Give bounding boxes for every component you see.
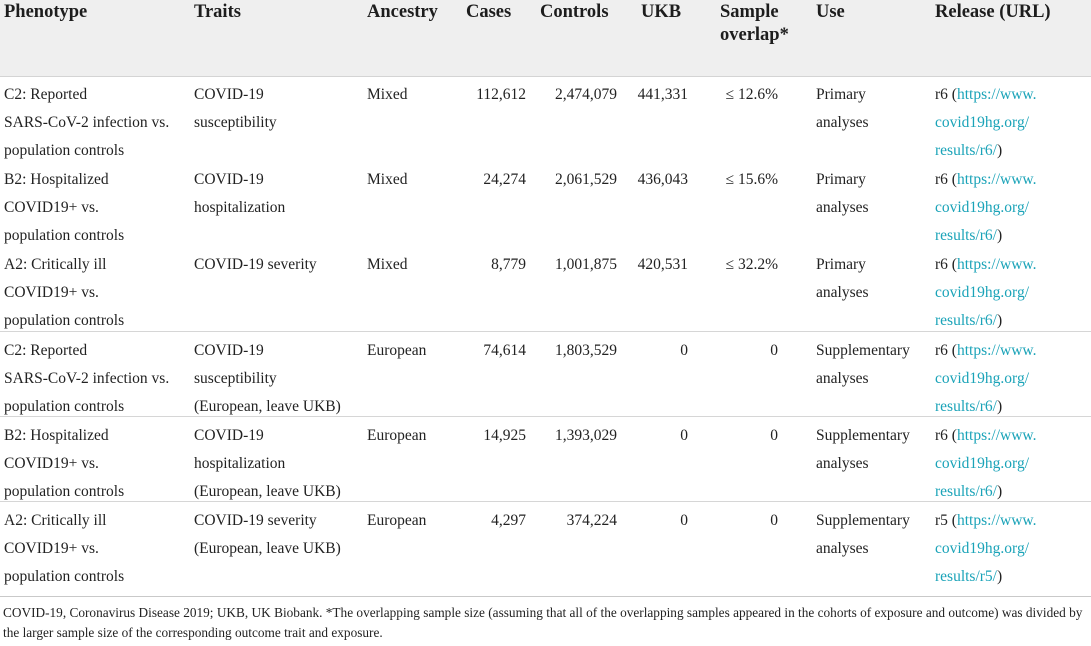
header-cases: Cases <box>466 2 512 22</box>
table-header <box>0 0 1091 77</box>
cell-sample-overlap: ≤ 32.2% <box>725 256 778 273</box>
cell-release <box>935 81 1036 166</box>
release-version: r6 ( <box>935 86 957 103</box>
release-line <box>935 450 1036 478</box>
cell-traits-line: COVID-19 <box>194 427 264 444</box>
release-line <box>935 535 1036 563</box>
footnote-divider <box>0 596 1091 597</box>
cell-use-line: analyses <box>816 199 869 217</box>
cell-use-line: analyses <box>816 114 869 132</box>
cell-traits <box>194 422 341 507</box>
cell-use-line: Supplementary <box>816 512 910 529</box>
release-line <box>935 109 1036 137</box>
release-line <box>935 251 1036 279</box>
cell-phenotype-line: B2: Hospitalized <box>4 427 109 444</box>
cell-traits-line: COVID-19 <box>194 342 264 359</box>
release-close-paren: ) <box>997 398 1003 416</box>
cell-phenotype-line: COVID19+ vs. <box>4 284 99 302</box>
cell-phenotype-line: SARS-CoV-2 infection vs. <box>4 114 170 132</box>
release-version: r6 ( <box>935 342 957 359</box>
release-version: r6 ( <box>935 256 957 273</box>
cell-cases: 112,612 <box>476 86 526 103</box>
header-ancestry: Ancestry <box>367 2 438 22</box>
cell-ancestry: Mixed <box>367 256 408 273</box>
cell-sample-overlap: ≤ 15.6% <box>725 171 778 188</box>
header-use: Use <box>816 2 845 22</box>
cell-use <box>816 81 869 137</box>
cell-phenotype-line: C2: Reported <box>4 342 88 359</box>
release-close-paren: ) <box>997 568 1003 586</box>
cell-controls: 374,224 <box>566 512 617 529</box>
release-url-link[interactable]: covid19hg.org/ <box>935 284 1029 302</box>
cell-phenotype-line: C2: Reported <box>4 86 88 103</box>
cell-phenotype-line: COVID19+ vs. <box>4 199 99 217</box>
cell-phenotype <box>4 422 124 507</box>
cell-ancestry: European <box>367 512 427 529</box>
cell-use <box>816 422 910 478</box>
cell-ancestry: European <box>367 427 427 444</box>
cell-ukb: 420,531 <box>637 256 688 273</box>
cell-use <box>816 507 910 563</box>
cell-ukb: 0 <box>680 427 688 444</box>
cell-use-line: Supplementary <box>816 427 910 444</box>
cell-traits-line: susceptibility <box>194 370 277 388</box>
release-url-link[interactable]: https://www. <box>956 256 1037 273</box>
cell-release <box>935 422 1036 507</box>
header-sample-overlap <box>720 1 789 47</box>
cell-controls: 2,061,529 <box>555 171 617 188</box>
release-line <box>935 194 1036 222</box>
release-close-paren: ) <box>997 142 1003 160</box>
cell-use-line: Primary <box>816 171 866 188</box>
cell-traits-line: COVID-19 <box>194 86 264 103</box>
release-line <box>935 81 1036 109</box>
cell-use-line: Primary <box>816 256 866 273</box>
cell-phenotype-line: COVID19+ vs. <box>4 455 99 473</box>
release-line <box>935 422 1036 450</box>
cell-use-line: Primary <box>816 86 866 103</box>
cell-use-line: analyses <box>816 455 869 473</box>
release-line <box>935 365 1036 393</box>
cell-phenotype-line: population controls <box>4 568 125 586</box>
cell-traits <box>194 337 341 422</box>
cell-release <box>935 166 1036 251</box>
cell-use-line: analyses <box>816 284 869 302</box>
table-row <box>0 246 1091 331</box>
cell-ukb: 436,043 <box>637 171 688 188</box>
release-url-link[interactable]: https://www. <box>956 512 1037 529</box>
release-url-link[interactable]: results/r6/ <box>935 142 997 160</box>
table-row <box>0 331 1091 417</box>
cell-use <box>816 251 869 307</box>
table-row <box>0 416 1091 502</box>
cell-use <box>816 337 910 393</box>
cell-sample-overlap: ≤ 12.6% <box>725 86 778 103</box>
cell-release <box>935 251 1036 336</box>
cell-cases: 14,925 <box>483 427 526 444</box>
release-line <box>935 507 1036 535</box>
cell-phenotype-line: population controls <box>4 142 125 160</box>
cell-sample-overlap: 0 <box>770 427 778 444</box>
cell-ukb: 0 <box>680 342 688 359</box>
cell-phenotype-line: SARS-CoV-2 infection vs. <box>4 370 170 388</box>
release-version: r6 ( <box>935 427 957 444</box>
release-url-link[interactable]: results/r6/ <box>935 227 997 245</box>
cell-ukb: 0 <box>680 512 688 529</box>
cell-phenotype <box>4 251 124 336</box>
cell-traits-line: susceptibility <box>194 114 277 132</box>
cell-use <box>816 166 869 222</box>
cell-traits <box>194 81 277 137</box>
release-url-link[interactable]: https://www. <box>956 86 1037 103</box>
header-release: Release (URL) <box>935 2 1051 22</box>
cell-phenotype <box>4 81 169 166</box>
release-url-link[interactable]: https://www. <box>956 427 1037 444</box>
cell-sample-overlap: 0 <box>770 342 778 359</box>
cell-traits <box>194 507 341 563</box>
cell-traits-line: COVID-19 severity <box>194 256 317 273</box>
header-overlap-line2: overlap* <box>720 25 789 45</box>
cell-use-line: analyses <box>816 540 869 558</box>
release-url-link[interactable]: covid19hg.org/ <box>935 540 1029 558</box>
cell-ukb: 441,331 <box>637 86 688 103</box>
release-url-link[interactable]: results/r6/ <box>935 398 997 416</box>
cell-phenotype <box>4 166 124 251</box>
cell-phenotype-line: A2: Critically ill <box>4 256 107 273</box>
cell-phenotype-line: population controls <box>4 227 125 245</box>
release-close-paren: ) <box>997 483 1003 501</box>
cell-traits-line: (European, leave UKB) <box>194 540 341 558</box>
cell-controls: 1,393,029 <box>555 427 617 444</box>
cell-controls: 1,803,529 <box>555 342 617 359</box>
release-line <box>935 563 1036 591</box>
table-row <box>0 501 1091 587</box>
release-url-link[interactable]: covid19hg.org/ <box>935 455 1029 473</box>
cell-traits <box>194 251 317 279</box>
release-url-link[interactable]: covid19hg.org/ <box>935 114 1029 132</box>
cell-controls: 2,474,079 <box>555 86 617 103</box>
cell-use-line: analyses <box>816 370 869 388</box>
cell-phenotype-line: population controls <box>4 483 125 501</box>
cell-traits-line: (European, leave UKB) <box>194 398 341 416</box>
cell-controls: 1,001,875 <box>555 256 617 273</box>
cell-traits-line: hospitalization <box>194 199 286 217</box>
cell-use-line: Supplementary <box>816 342 910 359</box>
cell-traits-line: (European, leave UKB) <box>194 483 341 501</box>
release-url-link[interactable]: https://www. <box>956 342 1037 359</box>
release-url-link[interactable]: results/r6/ <box>935 483 997 501</box>
cell-phenotype <box>4 507 124 592</box>
cell-ancestry: European <box>367 342 427 359</box>
release-url-link[interactable]: results/r6/ <box>935 312 997 330</box>
table-footnote: COVID-19, Coronavirus Disease 2019; UKB, UK Biobank. *The overlapping sample size (assuming that all of the overlapping samples appeared in the cohorts of exposure and outcome) was divided by the larger sample size of the corresponding outcome trait and exposure. <box>3 605 1083 640</box>
cell-release <box>935 507 1036 592</box>
header-ukb: UKB <box>641 2 682 22</box>
table-row <box>0 161 1091 246</box>
cell-phenotype-line: B2: Hospitalized <box>4 171 109 188</box>
header-phenotype: Phenotype <box>4 2 88 22</box>
cell-cases: 74,614 <box>483 342 526 359</box>
table-row <box>0 76 1091 161</box>
release-url-link[interactable]: https://www. <box>956 171 1037 188</box>
release-close-paren: ) <box>997 312 1003 330</box>
header-traits: Traits <box>194 2 241 22</box>
cell-traits <box>194 166 285 222</box>
release-line <box>935 279 1036 307</box>
cell-phenotype-line: population controls <box>4 398 125 416</box>
cell-ancestry: Mixed <box>367 86 408 103</box>
release-line <box>935 166 1036 194</box>
release-url-link[interactable]: covid19hg.org/ <box>935 370 1029 388</box>
release-close-paren: ) <box>997 227 1003 245</box>
cell-cases: 24,274 <box>483 171 526 188</box>
cell-phenotype-line: population controls <box>4 312 125 330</box>
release-url-link[interactable]: results/r5/ <box>935 568 997 586</box>
cell-traits-line: COVID-19 <box>194 171 264 188</box>
cell-phenotype-line: COVID19+ vs. <box>4 540 99 558</box>
cell-sample-overlap: 0 <box>770 512 778 529</box>
cell-phenotype <box>4 337 169 422</box>
header-overlap-line1: Sample <box>720 2 779 22</box>
cell-phenotype-line: A2: Critically ill <box>4 512 107 529</box>
header-controls: Controls <box>540 2 609 22</box>
release-line <box>935 337 1036 365</box>
cell-traits-line: hospitalization <box>194 455 286 473</box>
release-version: r6 ( <box>935 171 957 188</box>
cell-cases: 4,297 <box>491 512 526 529</box>
cell-ancestry: Mixed <box>367 171 408 188</box>
cell-release <box>935 337 1036 422</box>
cell-traits-line: COVID-19 severity <box>194 512 317 529</box>
release-version: r5 ( <box>935 512 957 529</box>
cell-cases: 8,779 <box>491 256 526 273</box>
release-url-link[interactable]: covid19hg.org/ <box>935 199 1029 217</box>
